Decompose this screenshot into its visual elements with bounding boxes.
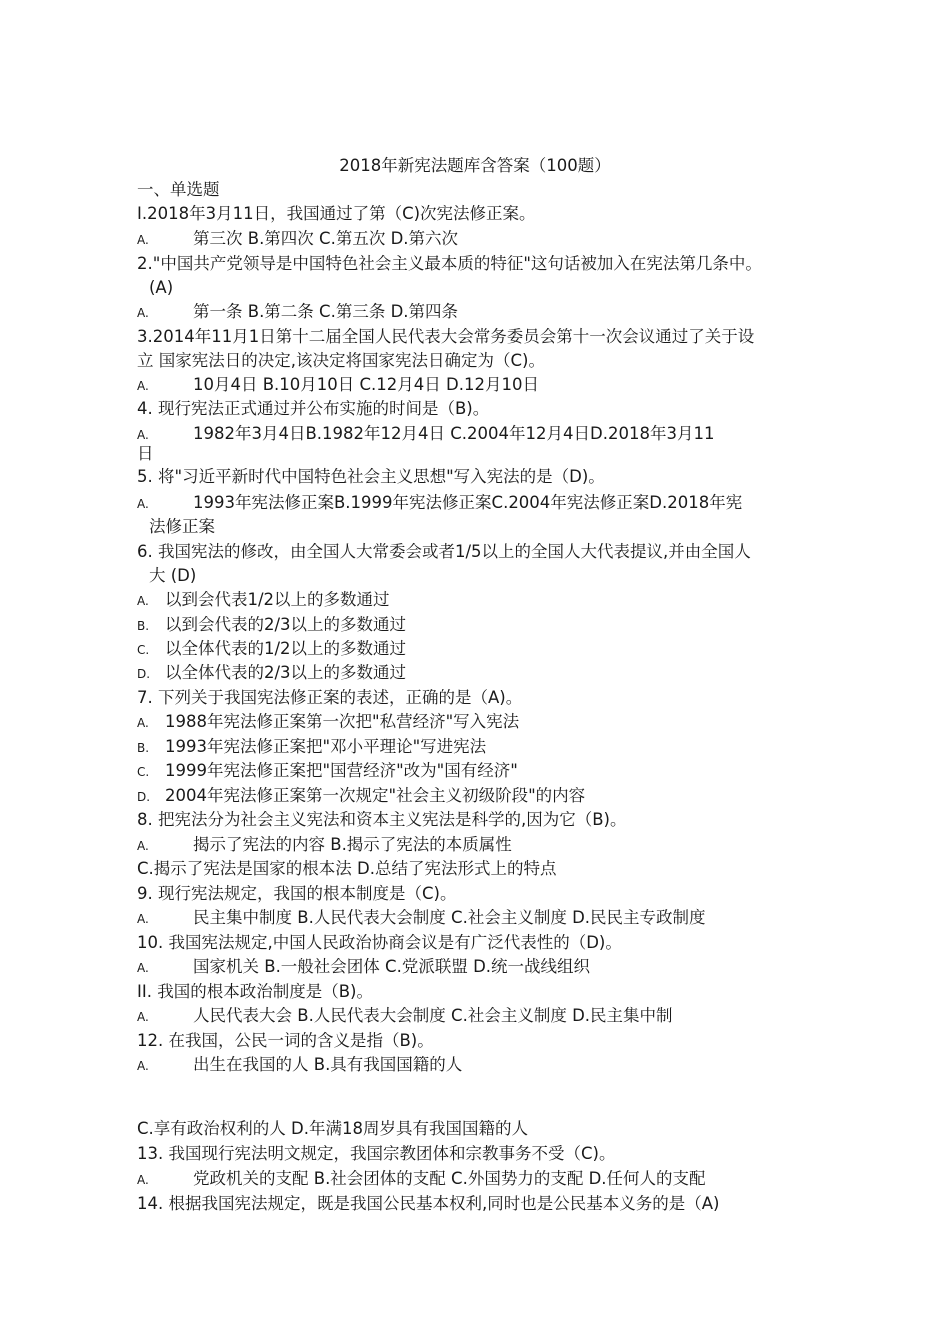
option-marker: A. (137, 961, 149, 975)
option-line (137, 228, 458, 251)
option-text: 国家机关 B.一般社会团体 C.党派联盟 D.统一战线组织 (193, 957, 591, 976)
option-marker: A. (137, 379, 149, 393)
option-text: 第一条 B.第二条 C.第三条 D.第四条 (193, 302, 459, 321)
option-text: 1982年3月4日B.1982年12月4日 C.2004年12月4日D.2018年3月11 (193, 424, 715, 443)
option-line (137, 614, 406, 637)
question-line: 2."中国共产党领导是中国特色社会主义最本质的特征"这句话被加入在宪法第几条中。 (137, 254, 762, 273)
option-line (137, 1005, 673, 1028)
option-line (137, 589, 390, 612)
option-line (137, 662, 406, 685)
continuation-line: 大 (D) (149, 566, 197, 585)
question-line: 12. 在我国，公民一词的含义是指（B)。 (137, 1031, 434, 1050)
option-text: 1993年宪法修正案把"邓小平理论"写进宪法 (165, 737, 487, 756)
option-marker: A. (137, 716, 149, 730)
continuation-line: 法修正案 (149, 517, 215, 536)
option-text: 10月4日 B.10月10日 C.12月4日 D.12月10日 (193, 375, 539, 394)
question-line: C.享有政治权利的人 D.年满18周岁具有我国国籍的人 (137, 1119, 528, 1138)
option-line (137, 638, 406, 661)
option-marker: A. (137, 306, 149, 320)
option-line (137, 834, 512, 857)
question-line: 日 (137, 444, 154, 463)
option-marker: A. (137, 912, 149, 926)
option-text: 1988年宪法修正案第一次把"私营经济"写入宪法 (165, 712, 520, 731)
question-line: 14. 根据我国宪法规定，既是我国公民基本权利,同时也是公民基本义务的是（A) (137, 1194, 720, 1213)
option-text: 1999年宪法修正案把"国营经济"改为"国有经济" (165, 761, 518, 780)
option-marker: A. (137, 497, 149, 511)
option-line (137, 956, 590, 979)
section-heading: 一、单选题 (137, 180, 220, 199)
option-line (137, 374, 539, 397)
option-line (137, 711, 519, 734)
option-marker: A. (137, 233, 149, 247)
option-line (137, 907, 706, 930)
option-marker: A. (137, 839, 149, 853)
question-line: 13. 我国现行宪法明文规定，我国宗教团体和宗教事务不受（C)。 (137, 1144, 616, 1163)
option-marker: A. (137, 1059, 149, 1073)
question-line: 3.2014年11月1日第十二届全国人民代表大会常务委员会第十一次会议通过了关于设 (137, 327, 755, 346)
option-marker: C. (137, 765, 150, 779)
option-marker: D. (137, 667, 151, 681)
document-title: 2018年新宪法题库含答案（100题） (339, 156, 611, 175)
question-line: I.2018年3月11日，我国通过了第（C)次宪法修正案。 (137, 204, 536, 223)
option-line (137, 1168, 706, 1191)
option-text: 揭示了宪法的内容 B.揭示了宪法的本质属性 (193, 835, 512, 854)
option-text: 人民代表大会 B.人民代表大会制度 C.社会主义制度 D.民主集中制 (193, 1006, 673, 1025)
option-text: 民主集中制度 B.人民代表大会制度 C.社会主义制度 D.民民主专政制度 (193, 908, 706, 927)
question-line: 8. 把宪法分为社会主义宪法和资本主义宪法是科学的,因为它（B)。 (137, 810, 627, 829)
question-line: 9. 现行宪法规定，我国的根本制度是（C)。 (137, 884, 457, 903)
option-marker: B. (137, 619, 150, 633)
question-line: 立 国家宪法日的决定,该决定将国家宪法日确定为（C)。 (137, 351, 545, 370)
option-marker: A. (137, 428, 149, 442)
option-marker: A. (137, 594, 149, 608)
option-text: 1993年宪法修正案B.1999年宪法修正案C.2004年宪法修正案D.2018年宪 (193, 493, 743, 512)
question-line: 4. 现行宪法正式通过并公布实施的时间是（B)。 (137, 399, 490, 418)
option-text: 以全体代表的1/2以上的多数通过 (165, 639, 407, 658)
continuation-line: (A) (149, 278, 174, 297)
option-text: 以全体代表的2/3以上的多数通过 (165, 663, 407, 682)
question-line: C.揭示了宪法是国家的根本法 D.总结了宪法形式上的特点 (137, 859, 557, 878)
option-text: 党政机关的支配 B.社会团体的支配 C.外国势力的支配 D.任何人的支配 (193, 1169, 706, 1188)
option-line (137, 1054, 462, 1077)
option-line (137, 492, 742, 515)
option-line (137, 760, 518, 783)
option-text: 2004年宪法修正案第一次规定"社会主义初级阶段"的内容 (165, 786, 586, 805)
question-line: 10. 我国宪法规定,中国人民政治协商会议是有广泛代表性的（D)。 (137, 933, 622, 952)
question-line: 7. 下列关于我国宪法修正案的表述，正确的是（A)。 (137, 688, 523, 707)
question-line: 5. 将"习近平新时代中国特色社会主义思想"写入宪法的是（D)。 (137, 467, 605, 486)
option-text: 以到会代表1/2以上的多数通过 (165, 590, 390, 609)
option-marker: A. (137, 1010, 149, 1024)
option-marker: C. (137, 643, 150, 657)
question-line: II. 我国的根本政治制度是（B)。 (137, 982, 373, 1001)
option-marker: D. (137, 790, 151, 804)
question-line: 6. 我国宪法的修改，由全国人大常委会或者1/5以上的全国人大代表提议,并由全国人 (137, 542, 751, 561)
option-line (137, 423, 714, 446)
option-line (137, 785, 585, 808)
option-text: 第三次 B.第四次 C.第五次 D.第六次 (193, 229, 459, 248)
option-marker: A. (137, 1173, 149, 1187)
option-marker: B. (137, 741, 150, 755)
option-text: 出生在我国的人 B.具有我国国籍的人 (193, 1055, 463, 1074)
option-line (137, 301, 458, 324)
option-text: 以到会代表的2/3以上的多数通过 (165, 615, 407, 634)
option-line (137, 736, 486, 759)
